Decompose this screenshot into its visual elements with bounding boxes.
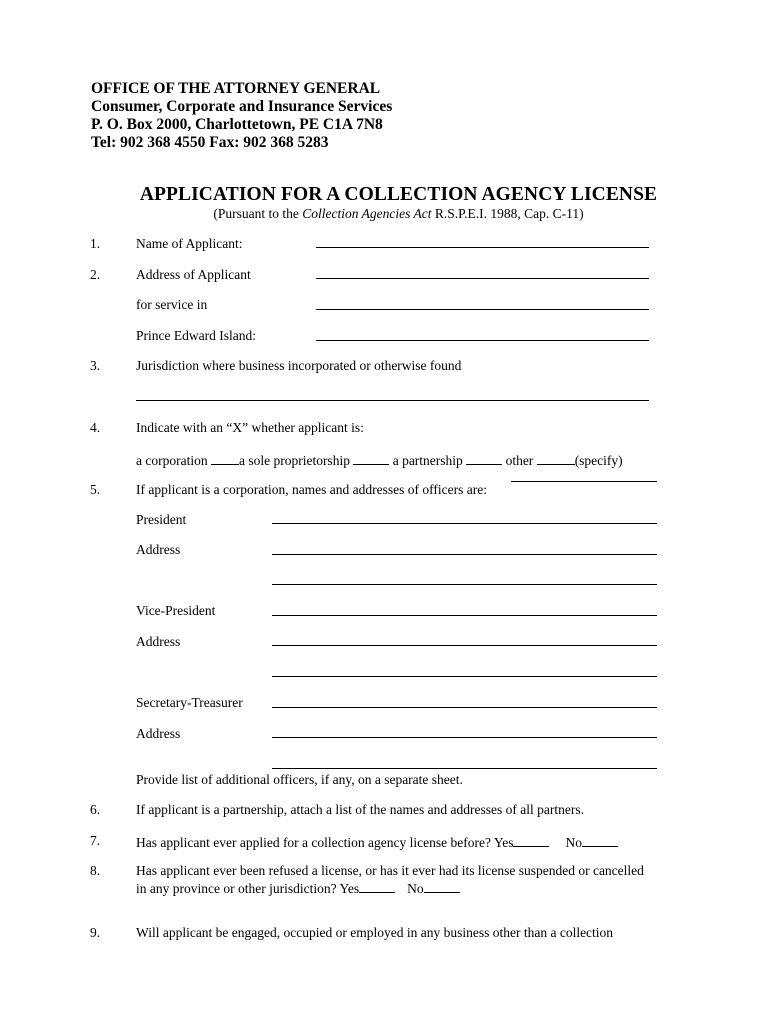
vice-president-address-label: Address <box>136 634 181 649</box>
vice-president-label: Vice-President <box>136 603 216 618</box>
officers-label: If applicant is a corporation, names and addresses of officers are: <box>136 482 487 497</box>
pei-label: Prince Edward Island: <box>136 328 256 343</box>
prior-application-question <box>136 833 618 851</box>
service-label: for service in <box>136 297 208 312</box>
secretary-address-field-2[interactable] <box>272 768 657 769</box>
refused-license-no-label: No <box>407 881 424 896</box>
applicant-type-label: Indicate with an “X” whether applicant is: <box>136 420 364 435</box>
option-other-label: other <box>502 453 537 468</box>
refused-license-yes-blank[interactable] <box>359 879 395 893</box>
item-number-7: 7. <box>90 833 101 848</box>
option-sole-blank[interactable] <box>353 451 389 465</box>
secretary-address-field-1[interactable] <box>272 737 657 738</box>
office-address: P. O. Box 2000, Charlottetown, PE C1A 7N8 <box>91 116 383 133</box>
applicant-address-field-3[interactable] <box>316 340 649 341</box>
applicant-type-options <box>136 451 623 469</box>
vice-president-field[interactable] <box>272 615 657 616</box>
secretary-treasurer-label: Secretary-Treasurer <box>136 695 243 710</box>
jurisdiction-label: Jurisdiction where business incorporated or otherwise found <box>136 358 462 373</box>
additional-officers-note: Provide list of additional officers, if any, on a separate sheet. <box>136 772 463 787</box>
office-phone-fax: Tel: 902 368 4550 Fax: 902 368 5283 <box>91 134 329 151</box>
prior-application-no-blank[interactable] <box>582 833 618 847</box>
applicant-address-field-2[interactable] <box>316 309 649 310</box>
form-title: APPLICATION FOR A COLLECTION AGENCY LICENSE <box>139 184 658 205</box>
refused-license-no-blank[interactable] <box>424 879 460 893</box>
refused-license-answer <box>136 879 460 897</box>
option-partnership-label: a partnership <box>389 453 467 468</box>
specify-field[interactable] <box>511 481 657 482</box>
subtitle-act-name: Collection Agencies Act <box>302 206 432 221</box>
president-address-field-1[interactable] <box>272 554 657 555</box>
refused-license-question: Has applicant ever been refused a license, or has it ever had its license suspended or cancelled <box>136 863 644 878</box>
secretary-treasurer-field[interactable] <box>272 707 657 708</box>
subtitle-pre: (Pursuant to the <box>213 206 303 221</box>
option-specify-label: (specify) <box>574 453 623 468</box>
prior-application-no-label: No <box>565 835 582 850</box>
option-sole-label: a sole proprietorship <box>238 453 354 468</box>
partnership-instruction: If applicant is a partnership, attach a list of the names and addresses of all partners. <box>136 802 584 817</box>
department-name: Consumer, Corporate and Insurance Services <box>91 98 393 115</box>
item-number-2: 2. <box>90 267 101 282</box>
item-number-1: 1. <box>90 236 101 251</box>
president-address-field-2[interactable] <box>272 584 657 585</box>
option-partnership-blank[interactable] <box>466 451 502 465</box>
option-corporation-label: a corporation <box>136 453 211 468</box>
president-label: President <box>136 512 187 527</box>
secretary-address-label: Address <box>136 726 181 741</box>
other-business-question: Will applicant be engaged, occupied or employed in any business other than a collection <box>136 925 614 940</box>
refused-license-text: in any province or other jurisdiction? Yes <box>136 881 360 896</box>
vice-president-address-field-2[interactable] <box>272 676 657 677</box>
item-number-8: 8. <box>90 863 101 878</box>
item-number-9: 9. <box>90 925 101 940</box>
subtitle-post: R.S.P.E.I. 1988, Cap. C-11) <box>431 206 584 221</box>
applicant-address-label: Address of Applicant <box>136 267 251 282</box>
vice-president-address-field-1[interactable] <box>272 645 657 646</box>
jurisdiction-field[interactable] <box>136 400 649 401</box>
office-name: OFFICE OF THE ATTORNEY GENERAL <box>91 80 381 97</box>
item-number-5: 5. <box>90 482 101 497</box>
president-field[interactable] <box>272 523 657 524</box>
applicant-name-label: Name of Applicant: <box>136 236 243 251</box>
president-address-label: Address <box>136 542 181 557</box>
option-other-blank[interactable] <box>537 451 575 465</box>
option-corporation-blank[interactable] <box>211 451 239 465</box>
item-number-6: 6. <box>90 802 101 817</box>
prior-application-text: Has applicant ever applied for a collection agency license before? Yes <box>136 835 514 850</box>
prior-application-yes-blank[interactable] <box>513 833 549 847</box>
item-number-3: 3. <box>90 358 101 373</box>
applicant-name-field[interactable] <box>316 247 649 248</box>
item-number-4: 4. <box>90 420 101 435</box>
form-subtitle <box>0 206 770 222</box>
applicant-address-field-1[interactable] <box>316 278 649 279</box>
